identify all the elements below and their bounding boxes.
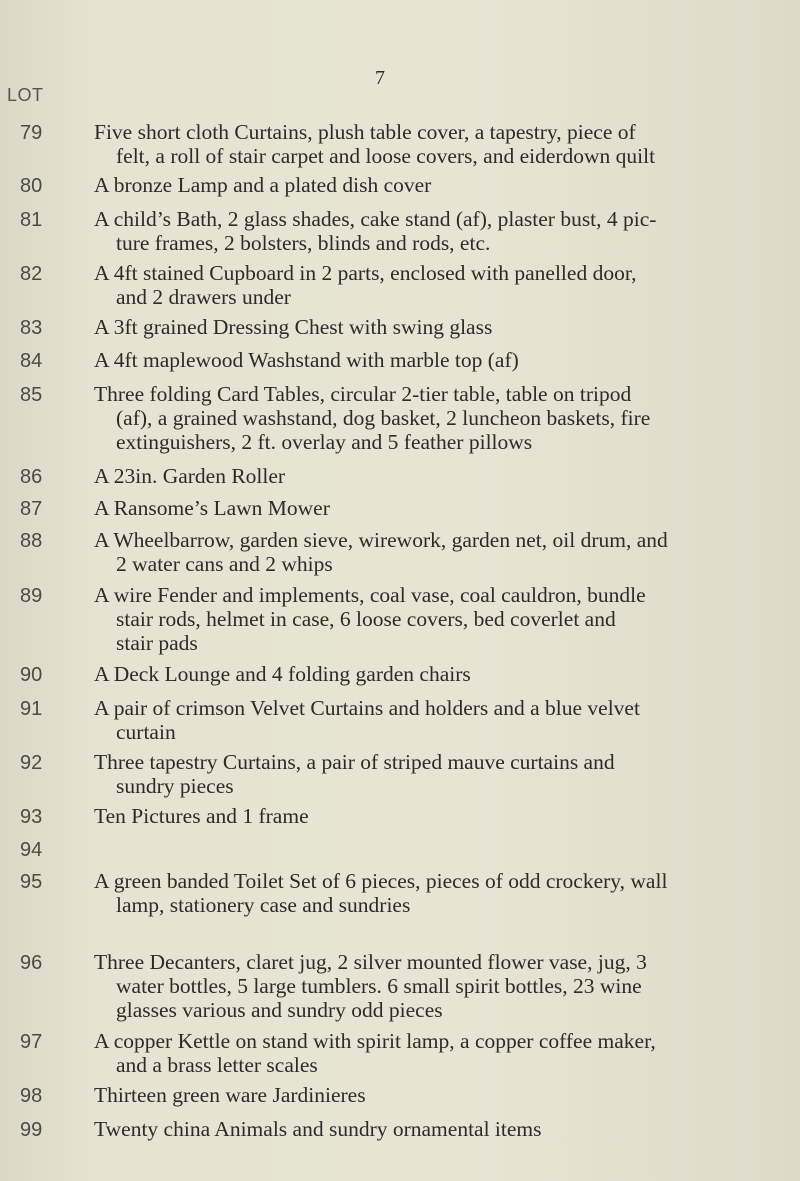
lot-description-line: A 23in. Garden Roller	[94, 464, 286, 488]
lot-description	[94, 662, 779, 686]
lot-description-line: Twenty china Animals and sundry ornamental items	[94, 1117, 542, 1141]
lot-description-line: A bronze Lamp and a plated dish cover	[94, 173, 432, 197]
lot-description-line: A wire Fender and implements, coal vase, coal cauldron, bundle	[94, 583, 646, 607]
lot-description-line: A 4ft maplewood Washstand with marble top (af)	[94, 348, 519, 372]
lot-description	[94, 583, 779, 655]
lot-description	[94, 1083, 779, 1107]
lot-description	[94, 696, 779, 744]
lot-description	[94, 950, 779, 1022]
lot-description-line: Three folding Card Tables, circular 2-tier table, table on tripod	[94, 382, 632, 406]
lot-description	[94, 804, 779, 828]
lot-number: 96	[20, 952, 43, 974]
lot-description-line: A pair of crimson Velvet Curtains and holders and a blue velvet	[94, 696, 640, 720]
lot-number: 87	[20, 498, 43, 520]
lot-description	[94, 207, 779, 255]
lot-description	[94, 869, 779, 917]
lot-description	[94, 120, 779, 168]
lot-description-line: stair rods, helmet in case, 6 loose covers, bed coverlet and	[116, 607, 616, 631]
lot-number: 97	[20, 1031, 43, 1053]
lot-description-line: Three tapestry Curtains, a pair of striped mauve curtains and	[94, 750, 615, 774]
lot-description-line: ture frames, 2 bolsters, blinds and rods, etc.	[116, 231, 491, 255]
lot-number: 83	[20, 317, 43, 339]
lot-number: 82	[20, 263, 43, 285]
lot-description-line: 2 water cans and 2 whips	[116, 552, 333, 576]
lot-description-line: stair pads	[116, 631, 198, 655]
lot-description	[94, 496, 779, 520]
lot-number: 88	[20, 530, 43, 552]
lot-description-line: extinguishers, 2 ft. overlay and 5 feather pillows	[116, 430, 533, 454]
lot-description	[94, 528, 779, 576]
lot-number: 93	[20, 806, 43, 828]
lot-number: 95	[20, 871, 43, 893]
lot-number: 91	[20, 698, 43, 720]
lot-description-line: sundry pieces	[116, 774, 234, 798]
lot-description-line: (af), a grained washstand, dog basket, 2 luncheon baskets, fire	[116, 406, 651, 430]
lot-description	[94, 1117, 779, 1141]
lot-description-line: A Ransome’s Lawn Mower	[94, 496, 330, 520]
lot-description-line: lamp, stationery case and sundries	[116, 893, 411, 917]
lot-description	[94, 261, 779, 309]
lot-number: 84	[20, 350, 43, 372]
lot-description-line: A green banded Toilet Set of 6 pieces, pieces of odd crockery, wall	[94, 869, 668, 893]
lot-description	[94, 173, 779, 197]
lot-number: 85	[20, 384, 43, 406]
lot-description	[94, 348, 779, 372]
lot-description-line: A copper Kettle on stand with spirit lamp, a copper coffee maker,	[94, 1029, 656, 1053]
lot-number: 86	[20, 466, 43, 488]
lot-description	[94, 464, 779, 488]
lot-description-line: glasses various and sundry odd pieces	[116, 998, 443, 1022]
lot-description	[94, 1029, 779, 1077]
lot-description	[94, 382, 779, 454]
lot-description-line: Ten Pictures and 1 frame	[94, 804, 309, 828]
page-number: 7	[375, 67, 385, 89]
lot-description-line: water bottles, 5 large tumblers. 6 small spirit bottles, 23 wine	[116, 974, 642, 998]
lot-number: 79	[20, 122, 43, 144]
lot-number: 80	[20, 175, 43, 197]
lot-description-line: A Deck Lounge and 4 folding garden chairs	[94, 662, 471, 686]
lot-description-line: A 4ft stained Cupboard in 2 parts, enclosed with panelled door,	[94, 261, 637, 285]
lot-number: 89	[20, 585, 43, 607]
lot-description-line: felt, a roll of stair carpet and loose covers, and eiderdown quilt	[116, 144, 656, 168]
lot-number: 98	[20, 1085, 43, 1107]
lot-description-line: and a brass letter scales	[116, 1053, 318, 1077]
lot-number: 94	[20, 839, 43, 861]
lot-description-line: A 3ft grained Dressing Chest with swing glass	[94, 315, 493, 339]
lot-description-line: curtain	[116, 720, 176, 744]
lot-description-line: A Wheelbarrow, garden sieve, wirework, garden net, oil drum, and	[94, 528, 668, 552]
lot-description-line: and 2 drawers under	[116, 285, 291, 309]
lot-description-line: Three Decanters, claret jug, 2 silver mounted flower vase, jug, 3	[94, 950, 647, 974]
lot-description	[94, 750, 779, 798]
lot-description	[94, 315, 779, 339]
lot-description-line: A child’s Bath, 2 glass shades, cake stand (af), plaster bust, 4 pic-	[94, 207, 657, 231]
lot-description-line: Thirteen green ware Jardinieres	[94, 1083, 366, 1107]
lot-number: 92	[20, 752, 43, 774]
lot-number: 90	[20, 664, 43, 686]
lot-number: 99	[20, 1119, 43, 1141]
lot-number: 81	[20, 209, 43, 231]
lot-column-heading: LOT	[7, 85, 44, 105]
lot-description-line: Five short cloth Curtains, plush table cover, a tapestry, piece of	[94, 120, 636, 144]
